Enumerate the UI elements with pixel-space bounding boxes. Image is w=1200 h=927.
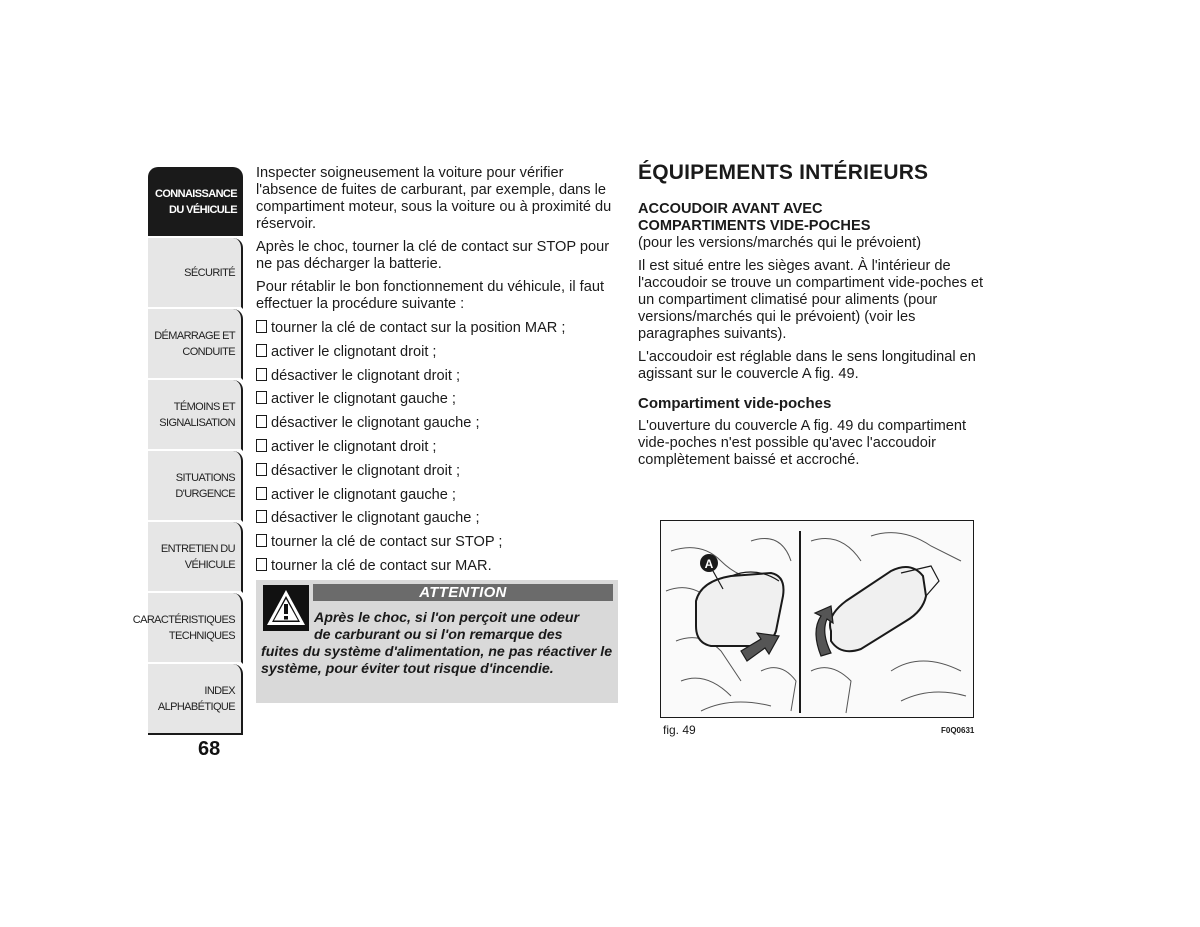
checkbox-icon — [256, 510, 267, 523]
tab-label-line2: CONDUITE — [182, 345, 235, 358]
section-title: ÉQUIPEMENTS INTÉRIEURS — [638, 161, 929, 184]
checkbox-icon — [256, 320, 267, 333]
figure-armrest — [660, 520, 974, 718]
list-item — [256, 486, 618, 504]
tab-securite[interactable] — [148, 238, 243, 309]
compartment-heading: Compartiment vide-poches — [638, 395, 832, 412]
tab-label-line2: D'URGENCE — [175, 487, 235, 500]
attention-rest: fuites du système d'alimentation, ne pas réactiver le système, pour éviter tout risque d'incendie. — [261, 644, 613, 677]
step-text: tourner la clé de contact sur MAR. — [271, 557, 492, 574]
tab-demarrage-et-conduite[interactable] — [148, 309, 243, 380]
step-text: activer le clignotant gauche ; — [271, 486, 456, 503]
paragraph-key-stop: Après le choc, tourner la clé de contact sur STOP pour ne pas décharger la batterie. — [256, 239, 610, 272]
step-text: activer le clignotant droit ; — [271, 343, 437, 360]
sidebar-divider — [148, 733, 243, 735]
tab-connaissance-du-vehicule[interactable] — [148, 167, 243, 238]
tab-temoins-et-signalisation[interactable] — [148, 380, 243, 451]
list-item — [256, 414, 618, 432]
tab-label-line1: CONNAISSANCE — [154, 187, 237, 200]
step-text: tourner la clé de contact sur STOP ; — [271, 534, 503, 551]
checkbox-icon — [256, 368, 267, 381]
paragraph-opening: L'ouverture du couvercle A fig. 49 du compartiment vide-poches n'est possible qu'avec l'accoudoir complètement baissé et accroché. — [638, 418, 967, 468]
subsection-title-line1: ACCOUDOIR AVANT AVEC — [638, 201, 823, 217]
availability-note: (pour les versions/marchés qui le prévoient) — [638, 235, 922, 251]
tab-label-line1: SÉCURITÉ — [184, 266, 235, 279]
attention-title: ATTENTION — [313, 584, 613, 601]
tab-situations-d-urgence[interactable] — [148, 451, 243, 522]
tab-label-line2: VÉHICULE — [184, 558, 235, 571]
tab-label-line1: DÉMARRAGE ET — [154, 329, 235, 342]
tab-label-line2: ALPHABÉTIQUE — [157, 700, 235, 713]
tab-index-alphabetique[interactable] — [148, 664, 243, 735]
paragraph-inspection: Inspecter soigneusement la voiture pour vérifier l'absence de fuites de carburant, par exemple, dans le compartiment moteur, sous la voiture ou à proximité du réservoir. — [256, 165, 612, 232]
tab-label-line1: TÉMOINS ET — [173, 400, 235, 413]
checkbox-icon — [256, 391, 267, 404]
checkbox-icon — [256, 558, 267, 571]
figure-caption: fig. 49 — [663, 723, 696, 737]
list-item — [256, 343, 618, 361]
tab-label-line1: SITUATIONS — [175, 471, 235, 484]
page-number: 68 — [198, 738, 221, 760]
tab-entretien-du-vehicule[interactable] — [148, 522, 243, 593]
checkbox-icon — [256, 534, 267, 547]
list-item — [256, 390, 618, 408]
step-text: désactiver le clignotant droit ; — [271, 367, 461, 384]
step-text: activer le clignotant gauche ; — [271, 391, 456, 408]
step-text: tourner la clé de contact sur la position MAR ; — [271, 320, 566, 336]
left-column — [256, 165, 618, 581]
checkbox-icon — [256, 439, 267, 452]
tab-label-line1: CARACTÉRISTIQUES — [132, 613, 235, 626]
list-item — [256, 319, 618, 337]
list-item — [256, 462, 618, 480]
paragraph-adjustment: L'accoudoir est réglable dans le sens longitudinal en agissant sur le couvercle A fig. 49. — [638, 349, 976, 382]
tab-label-line2: DU VÉHICULE — [169, 203, 237, 216]
tab-label-line1: INDEX — [204, 684, 235, 697]
armrest-illustration — [661, 521, 973, 717]
attention-line2: de carburant ou si l'on remarque des — [314, 627, 563, 643]
tab-label-line1: ENTRETIEN DU — [160, 542, 235, 555]
procedure-steps — [256, 319, 618, 575]
marker-a-label: A — [704, 557, 714, 571]
step-text: désactiver le clignotant droit ; — [271, 462, 461, 479]
checkbox-icon — [256, 415, 267, 428]
right-column — [638, 160, 994, 475]
paragraph-procedure-intro: Pour rétablir le bon fonctionnement du véhicule, il faut effectuer la procédure suivante : — [256, 279, 605, 312]
list-item — [256, 533, 618, 551]
checkbox-icon — [256, 344, 267, 357]
list-item — [256, 438, 618, 456]
step-text: activer le clignotant droit ; — [271, 438, 437, 455]
tab-caracteristiques-techniques[interactable] — [132, 593, 243, 664]
step-text: désactiver le clignotant gauche ; — [271, 510, 480, 527]
attention-line1: Après le choc, si l'on perçoit une odeur — [314, 610, 580, 626]
attention-text — [261, 610, 613, 678]
subsection-title-line2: COMPARTIMENTS VIDE-POCHES — [638, 218, 871, 234]
list-item — [256, 509, 618, 527]
paragraph-location: Il est situé entre les sièges avant. À l'intérieur de l'accoudoir se trouve un compartiment vide-poches et un compartiment climatisé pour aliments (pour versions/marchés qui le prévoient) (voir les paragraphes suivants). — [638, 258, 984, 342]
figure-code: F0Q0631 — [941, 726, 975, 735]
list-item — [256, 367, 618, 385]
checkbox-icon — [256, 463, 267, 476]
attention-box — [256, 580, 618, 703]
list-item — [256, 557, 618, 575]
checkbox-icon — [256, 487, 267, 500]
tab-label-line2: SIGNALISATION — [159, 416, 235, 429]
armrest-lid-right — [830, 566, 939, 651]
tab-label-line2: TECHNIQUES — [168, 629, 235, 642]
sidebar-tabs — [132, 167, 243, 735]
step-text: désactiver le clignotant gauche ; — [271, 415, 480, 432]
